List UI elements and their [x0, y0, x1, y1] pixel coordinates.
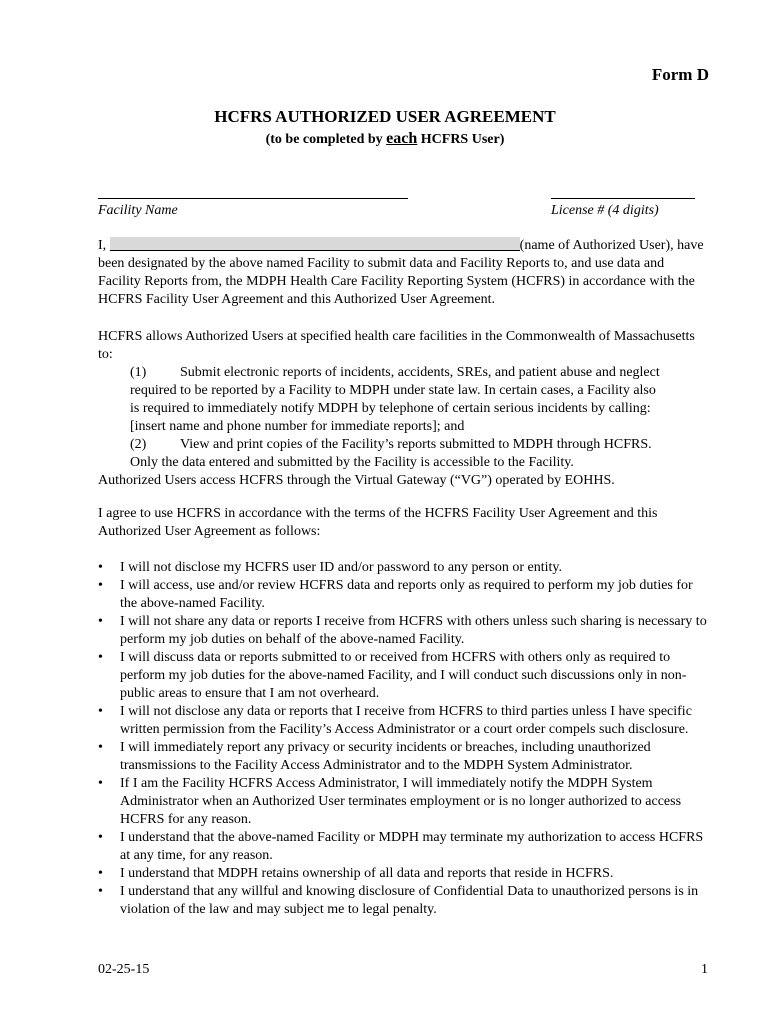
- agree-paragraph: I agree to use HCFRS in accordance with the terms of the HCFRS Facility User Agreement and this Authorized User Agreement as follows:: [98, 506, 658, 539]
- agreement-term-item: [98, 775, 710, 829]
- agreement-term-text: I will access, use and/or review HCFRS data and reports only as required to perform my job duties for the above-named Facility.: [120, 578, 693, 611]
- intro-rest: have been designated by the above named Facility to submit data and Facility Reports to, and use data and Facility Reports from, the MDPH Health Care Facility Reporting System (HCFRS) in accordance with the HCFRS Facility User Agreement and this Authorized User Agreement.: [98, 238, 704, 307]
- license-number-line[interactable]: [551, 198, 695, 199]
- agreement-term-text: I understand that any willful and knowing disclosure of Confidential Data to unauthorized persons is in violation of the law and may subject me to legal penalty.: [120, 884, 699, 917]
- bullet-icon: •: [98, 884, 103, 899]
- agreement-term-item: [98, 829, 710, 865]
- agreement-term-item: [98, 613, 710, 649]
- agreement-term-text: I understand that MDPH retains ownership of all data and reports that reside in HCFRS.: [120, 866, 614, 881]
- bullet-icon: •: [98, 578, 103, 593]
- allows-paragraph: [98, 328, 710, 490]
- agreement-term-text: I will immediately report any privacy or security incidents or breaches, including unauthorized transmissions to the Facility Access Administrator and to the MDPH System Administrator.: [120, 740, 651, 773]
- intro-prefix: I,: [98, 238, 110, 253]
- intro-after-blank: (name of Authorized User),: [519, 238, 674, 253]
- bullet-icon: •: [98, 560, 103, 575]
- item-2-line-2: Only the data entered and submitted by the Facility is accessible to the Facility.: [130, 455, 574, 470]
- subtitle-pre: (to be completed by: [265, 132, 387, 147]
- item-1-line-3: is required to immediately notify MDPH by telephone of certain serious incidents by calling:: [130, 401, 651, 416]
- agreement-term-item: [98, 577, 710, 613]
- bullet-icon: •: [98, 614, 103, 629]
- allows-lead: HCFRS allows Authorized Users at specified health care facilities in the Commonwealth of Massachusetts to:: [98, 329, 695, 362]
- authorized-user-name-field[interactable]: [110, 237, 520, 251]
- agreement-term-item: [98, 703, 710, 739]
- item-1-line-2: required to be reported by a Facility to MDPH under state law. In certain cases, a Facility also: [130, 383, 656, 398]
- item-1-number: (1): [130, 365, 147, 380]
- allows-item-2: [98, 436, 710, 454]
- bullet-icon: •: [98, 776, 103, 791]
- license-number-label: License # (4 digits): [551, 203, 659, 218]
- bullet-icon: •: [98, 740, 103, 755]
- agreement-term-text: If I am the Facility HCFRS Access Administrator, I will immediately notify the MDPH System Administrator when an Authorized User terminates employment or is no longer authorized to access HCFRS for any reason.: [120, 776, 682, 827]
- form-label: Form D: [651, 65, 709, 84]
- agreement-term-text: I will not disclose my HCFRS user ID and/or password to any person or entity.: [120, 560, 562, 575]
- agreement-term-item: [98, 559, 710, 577]
- vg-line: Authorized Users access HCFRS through the Virtual Gateway (“VG”) operated by EOHHS.: [98, 473, 615, 488]
- agreement-term-item: [98, 883, 710, 919]
- bullet-icon: •: [98, 830, 103, 845]
- subtitle-emphasis: each: [386, 130, 418, 147]
- agreement-term-item: [98, 865, 710, 883]
- bullet-icon: •: [98, 866, 103, 881]
- item-2-number: (2): [130, 437, 147, 452]
- item-2-line-1: View and print copies of the Facility’s reports submitted to MDPH through HCFRS.: [180, 437, 652, 452]
- agreement-term-item: [98, 649, 710, 703]
- subtitle-post: HCFRS User): [417, 132, 505, 147]
- document-subtitle: [0, 130, 770, 148]
- allows-item-1: [98, 364, 710, 382]
- intro-paragraph: [98, 237, 710, 309]
- facility-name-label: Facility Name: [98, 203, 178, 218]
- item-1-line-4: [insert name and phone number for immediate reports]; and: [130, 419, 465, 434]
- agreement-terms-list: [98, 559, 710, 919]
- page-number: 1: [701, 962, 708, 977]
- document-title: HCFRS AUTHORIZED USER AGREEMENT: [214, 107, 556, 126]
- facility-name-line[interactable]: [98, 198, 408, 199]
- agreement-term-text: I will not share any data or reports I receive from HCFRS with others unless such sharing is necessary to perform my job duties on behalf of the above-named Facility.: [120, 614, 707, 647]
- agreement-term-text: I understand that the above-named Facility or MDPH may terminate my authorization to access HCFRS at any time, for any reason.: [120, 830, 704, 863]
- agreement-term-item: [98, 739, 710, 775]
- footer-date: 02-25-15: [98, 962, 150, 977]
- bullet-icon: •: [98, 650, 103, 665]
- agreement-term-text: I will not disclose any data or reports that I receive from HCFRS to third parties unless I have specific written permission from the Facility’s Access Administrator or a court order compels such disclosure.: [120, 704, 692, 737]
- agreement-term-text: I will discuss data or reports submitted to or received from HCFRS with others only as required to perform my job duties for the above-named Facility, and I will conduct such discussions only in non-public areas to ensure that I am not overheard.: [120, 650, 687, 701]
- item-1-line-1: Submit electronic reports of incidents, accidents, SREs, and patient abuse and neglect: [180, 365, 660, 380]
- bullet-icon: •: [98, 704, 103, 719]
